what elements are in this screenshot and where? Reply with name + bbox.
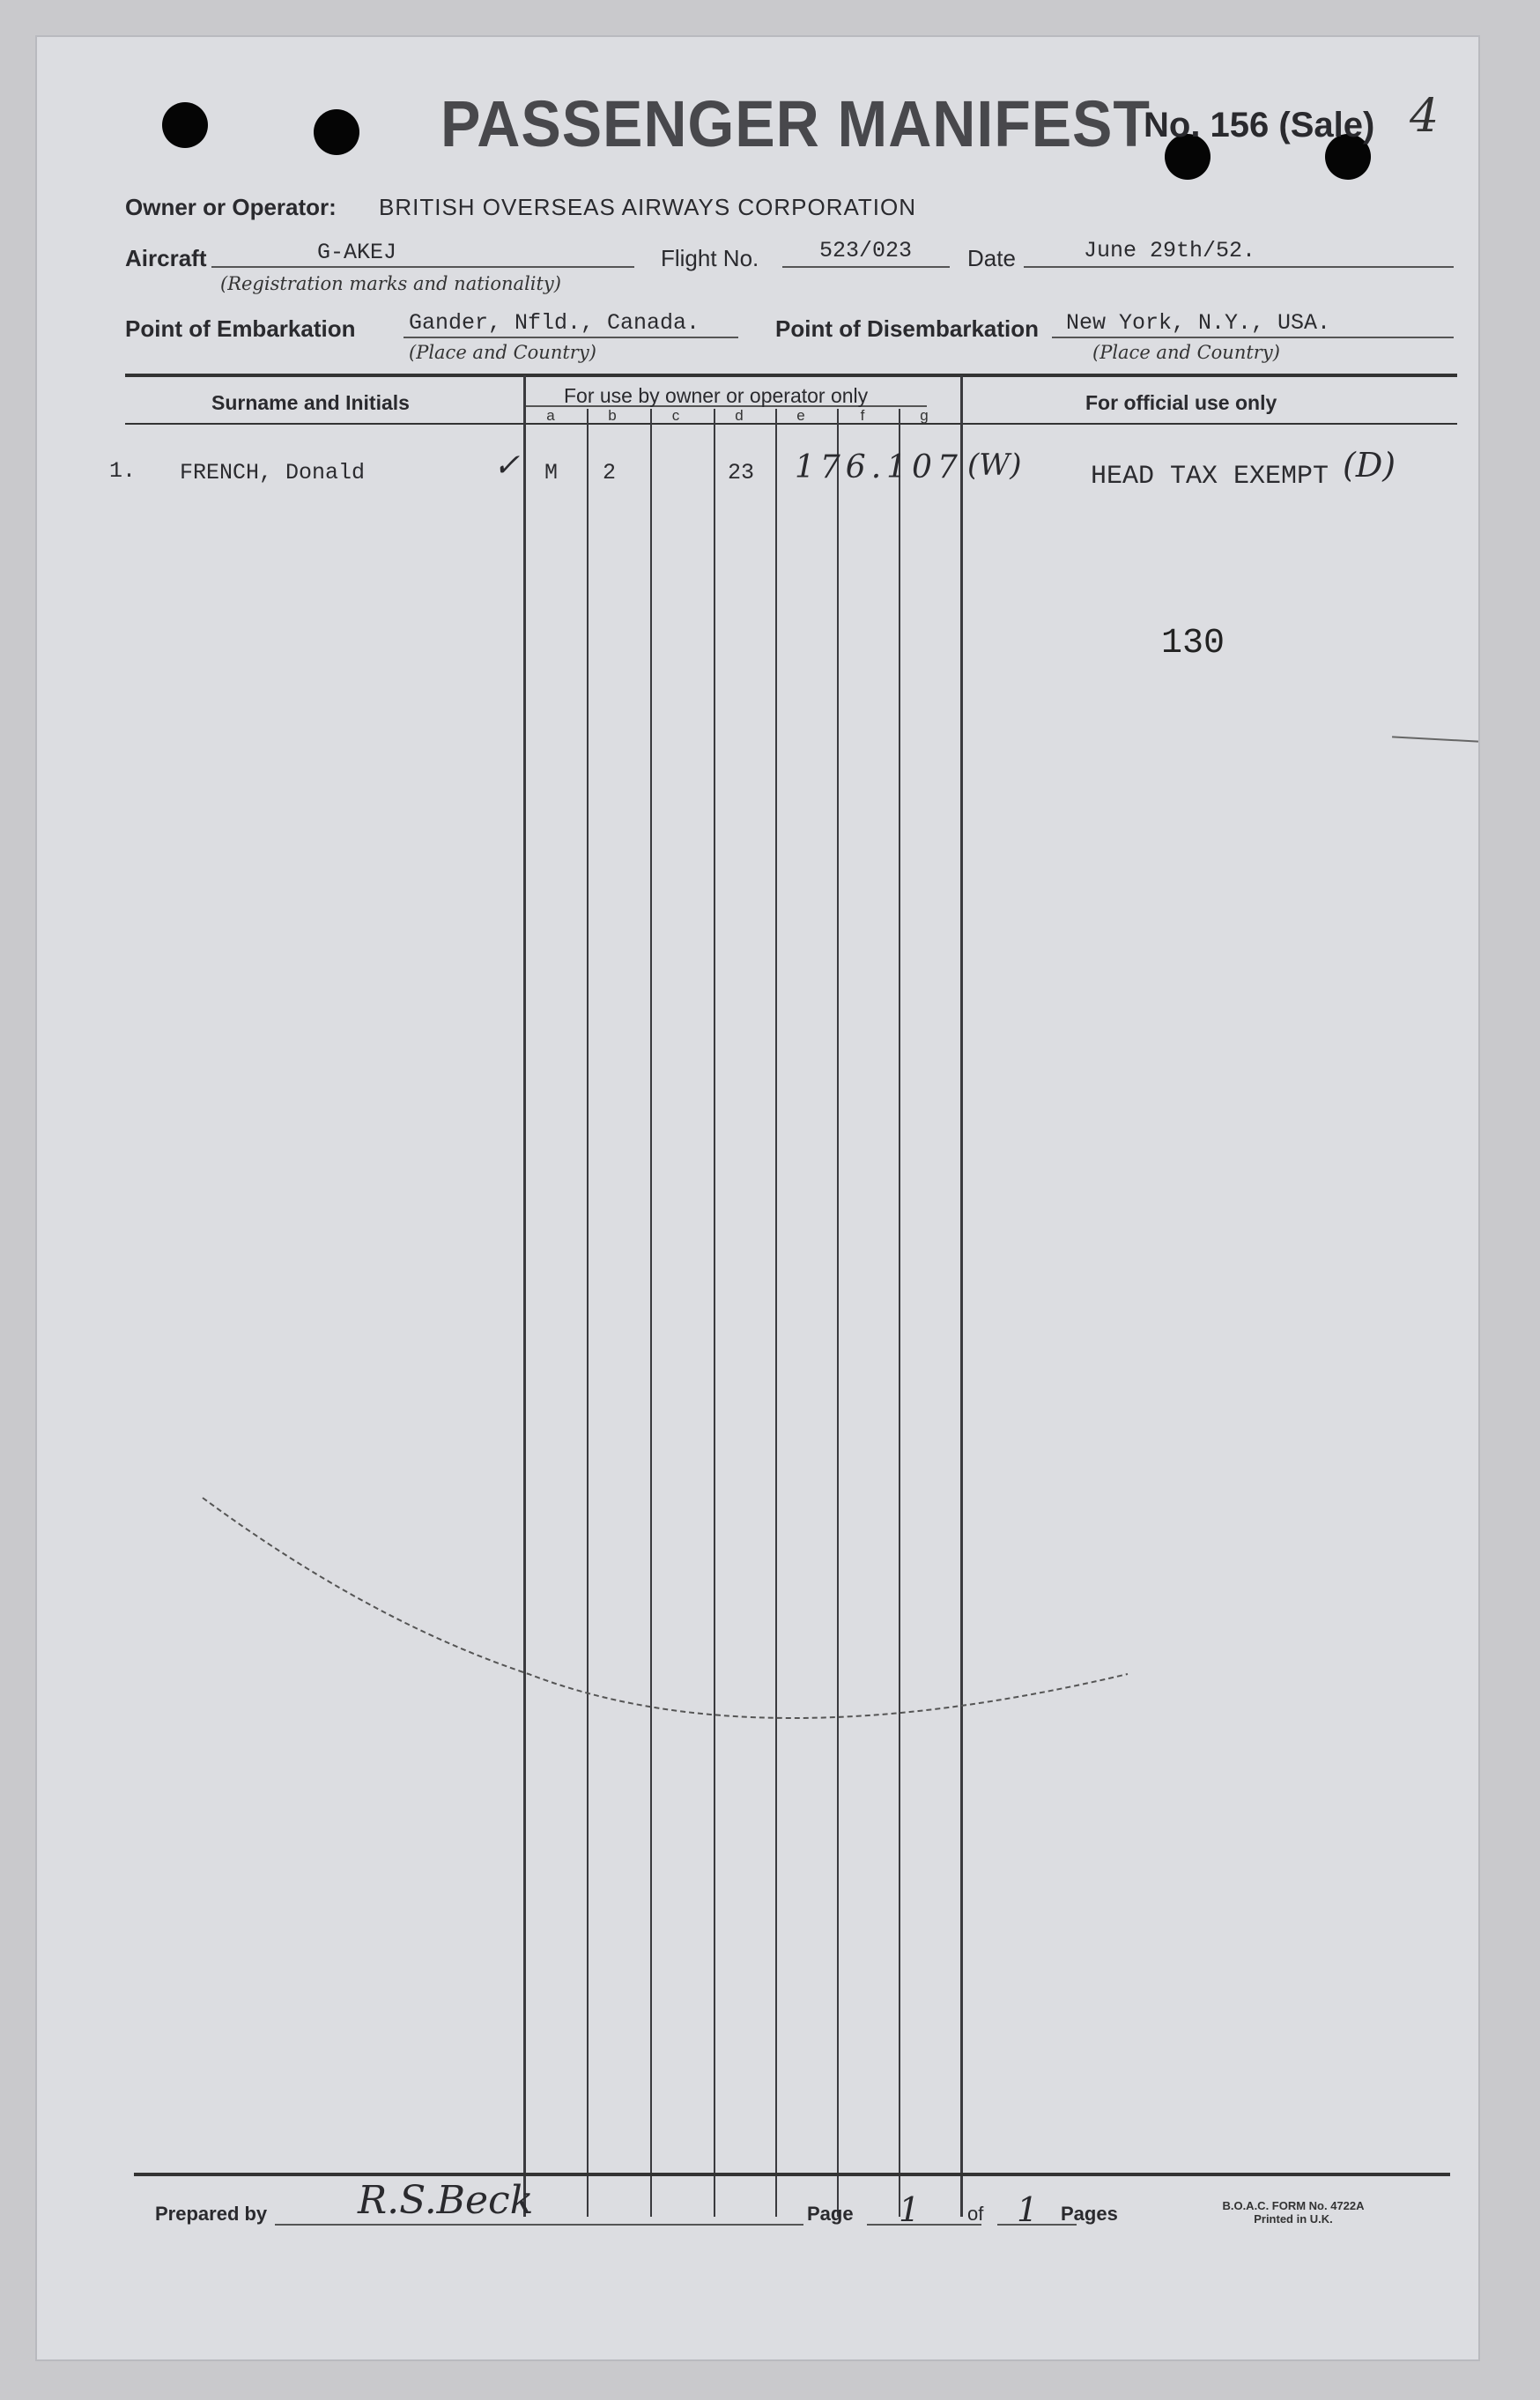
- signature: R.S.Beck: [358, 2178, 534, 2223]
- of-value: 1: [1017, 2190, 1039, 2229]
- subcol-e: e: [796, 407, 805, 424]
- stamped-number: 130: [1161, 624, 1225, 663]
- col-operator-header: For use by owner or operator only: [564, 384, 869, 407]
- date-label: Date: [967, 245, 1016, 271]
- disembarkation-note: (Place and Country): [1092, 342, 1280, 363]
- handwritten-page-mark: 4: [1410, 90, 1440, 143]
- col-official-header: For official use only: [1085, 391, 1277, 414]
- subcol-d: d: [735, 407, 744, 424]
- cell-d: 23: [728, 460, 755, 485]
- manifest-number: No. 156 (Sale): [1144, 106, 1375, 144]
- flight-value: 523/023: [819, 238, 913, 263]
- embarkation-value: Gander, Nfld., Canada.: [409, 310, 700, 336]
- aircraft-note: (Registration marks and nationality): [220, 273, 561, 294]
- official-entry: HEAD TAX EXEMPT: [1091, 462, 1329, 492]
- manifest-sheet: [35, 35, 1480, 2361]
- aircraft-label: Aircraft: [125, 245, 207, 271]
- page-value: 1: [899, 2190, 921, 2229]
- disembarkation-value: New York, N.Y., USA.: [1066, 310, 1331, 336]
- subcol-c: c: [671, 407, 680, 424]
- table-bottom-rule: [134, 2173, 1450, 2176]
- embarkation-note: (Place and Country): [409, 342, 596, 363]
- subcol-a: a: [546, 407, 555, 424]
- cell-g-note: (W): [967, 448, 1022, 483]
- punch-hole: [162, 102, 208, 148]
- subcol-g: g: [920, 407, 929, 424]
- subcol-b: b: [608, 407, 617, 424]
- embarkation-label: Point of Embarkation: [125, 315, 356, 342]
- flight-label: Flight No.: [661, 245, 759, 271]
- date-value: June 29th/52.: [1084, 238, 1256, 263]
- stray-arc-mark: [194, 1463, 1163, 1744]
- disembarkation-label: Point of Disembarkation: [775, 315, 1040, 342]
- punch-hole: [314, 109, 359, 155]
- official-note: (D): [1343, 446, 1396, 485]
- owner-label: Owner or Operator:: [125, 194, 337, 220]
- of-label: of: [967, 2203, 984, 2225]
- cell-efg: 176.107: [795, 449, 963, 485]
- aircraft-value: G-AKEJ: [317, 240, 397, 265]
- table-top-rule: [125, 374, 1457, 377]
- row-number: 1.: [109, 458, 137, 484]
- page-label: Page: [807, 2203, 854, 2225]
- page-title: PASSENGER MANIFEST: [441, 87, 1151, 160]
- form-number: B.O.A.C. FORM No. 4722A: [1222, 2199, 1365, 2212]
- col-surname-header: Surname and Initials: [211, 391, 410, 414]
- check-mark-icon: ✓: [493, 448, 521, 484]
- cell-a: M: [544, 460, 559, 485]
- passenger-name: FRENCH, Donald: [180, 460, 366, 485]
- prepared-by-label: Prepared by: [155, 2203, 268, 2225]
- cell-b: 2: [603, 460, 617, 485]
- form-printed: Printed in U.K.: [1254, 2212, 1333, 2226]
- pages-label: Pages: [1061, 2203, 1118, 2225]
- owner-value: BRITISH OVERSEAS AIRWAYS CORPORATION: [379, 194, 917, 220]
- subcol-f: f: [860, 407, 865, 424]
- form-reference: [1196, 2199, 1390, 2226]
